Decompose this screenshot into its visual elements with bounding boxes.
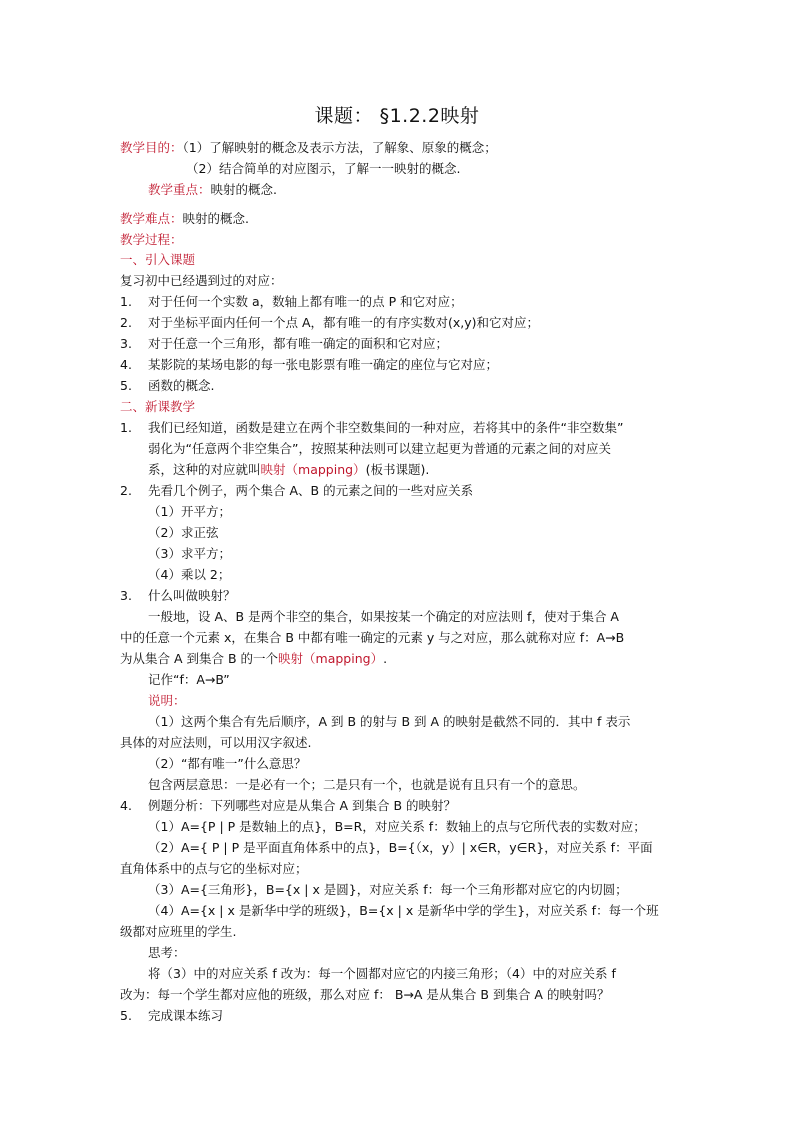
paragraph-3-heading: [120, 586, 680, 606]
key-points-text: 映射的概念.: [210, 182, 277, 197]
item-number: 4.: [120, 798, 132, 813]
list-item: [120, 355, 680, 375]
example-2-line-1: （2）A={ P | P 是平面直角体系中的点}，B={（x，y）| x∈R，y∈R}，对应关系 f：平面: [148, 840, 653, 855]
lesson-title: 课题： §1.2.2映射: [314, 105, 480, 127]
paragraph-1-line-1: [120, 418, 680, 438]
definition-line-1: 一般地，设 A、B 是两个非空的集合，如果按某一个确定的对应法则 f，使对于集合 A: [148, 609, 619, 624]
think-label: 思考：: [148, 945, 186, 960]
paragraph-text: 什么叫做映射？: [148, 588, 236, 603]
paragraph-1-line-2: 弱化为“任意两个非空集合”，按照某种法则可以建立起更为普通的元素之间的对应关: [148, 441, 611, 456]
list-item: [120, 334, 680, 354]
item-text: 函数的概念.: [148, 378, 215, 393]
definition-line-3: [120, 649, 680, 669]
paragraph-text: 为从集合 A 到集合 B 的一个: [120, 651, 279, 666]
section2-heading: 二、新课教学: [120, 399, 196, 414]
item-text: 对于坐标平面内任何一个点 A，都有唯一的有序实数对(x,y)和它对应；: [148, 315, 540, 330]
list-item: [120, 376, 680, 396]
note-1-line-2: 具体的对应法则，可以用汉字叙述.: [120, 735, 312, 750]
note-label: 说明：: [148, 693, 186, 708]
list-item: [120, 313, 680, 333]
example-1: （1）A={P | P 是数轴上的点}，B=R，对应关系 f：数轴上的点与它所代表的实数对应；: [148, 819, 646, 834]
paragraph-text: .: [383, 651, 388, 666]
item-number: 5.: [120, 378, 132, 393]
paragraph-5: [120, 1006, 680, 1026]
difficulties-label: 教学难点：: [120, 211, 183, 226]
paragraph-1-line-3: [148, 460, 708, 480]
think-line-1: 将（3）中的对应关系 f 改为：每一个圆都对应它的内接三角形；（4）中的对应关系 f: [148, 966, 616, 981]
objectives-line-1: [120, 138, 680, 158]
process-label: 教学过程：: [120, 232, 183, 247]
item-text: 对于任何一个实数 a，数轴上都有唯一的点 P 和它对应；: [148, 294, 463, 309]
item-number: 3.: [120, 336, 132, 351]
item-number: 4.: [120, 357, 132, 372]
example-item: （4）乘以 2；: [148, 567, 231, 582]
think-line-2: 改为：每一个学生都对应他的班级，那么对应 f： B→A 是从集合 B 到集合 A 的映射吗？: [120, 987, 610, 1002]
item-text: 对于任意一个三角形，都有唯一确定的面积和它对应；: [148, 336, 449, 351]
example-4-line-2: 级都对应班里的学生.: [120, 924, 237, 939]
key-points: [148, 180, 708, 200]
item-number: 1.: [120, 420, 132, 435]
item-number: 5.: [120, 1008, 132, 1023]
example-2-line-2: 直角体系中的点与它的坐标对应；: [120, 861, 308, 876]
definition-line-2: 中的任意一个元素 x，在集合 B 中都有唯一确定的元素 y 与之对应，那么就称对应 f：A→B: [120, 630, 625, 645]
item-number: 2.: [120, 483, 132, 498]
paragraph-4-heading: [120, 796, 680, 816]
notation: 记作“f：A→B”: [148, 672, 230, 687]
difficulties: [120, 209, 680, 229]
paragraph-text: (板书课题).: [365, 462, 430, 477]
paragraph-text: 例题分析：下列哪些对应是从集合 A 到集合 B 的映射？: [148, 798, 457, 813]
item-number: 3.: [120, 588, 132, 603]
example-4-line-1: （4）A={x | x 是新华中学的班级}，B={x | x 是新华中学的学生}，对应关系 f：每一个班: [148, 903, 659, 918]
objectives-label: 教学目的：: [120, 140, 183, 155]
item-number: 1.: [120, 294, 132, 309]
mapping-term: 映射（mapping）: [278, 651, 384, 666]
objective-2: （2）结合简单的对应图示，了解一一映射的概念.: [186, 161, 461, 176]
paragraph-text: 系，这种的对应就叫: [148, 462, 261, 477]
section1-heading: 一、引入课题: [120, 252, 196, 267]
paragraph-text: 我们已经知道，函数是建立在两个非空数集间的一种对应，若将其中的条件“非空数集”: [148, 420, 624, 435]
note-3: 包含两层意思：一是必有一个；二是只有一个，也就是说有且只有一个的意思。: [148, 777, 586, 792]
example-item: （3）求平方；: [148, 546, 231, 561]
example-item: （1）开平方；: [148, 504, 231, 519]
paragraph-text: 完成课本练习: [148, 1008, 224, 1023]
key-points-label: 教学重点：: [148, 182, 211, 197]
list-item: [120, 292, 680, 312]
note-2: （2）“都有唯一”什么意思？: [148, 756, 307, 771]
item-number: 2.: [120, 315, 132, 330]
paragraph-2: [120, 481, 680, 501]
example-3: （3）A={三角形}，B={x | x 是圆}，对应关系 f：每一个三角形都对应它的内切圆；: [148, 882, 628, 897]
note-1-line-1: （1）这两个集合有先后顺序，A 到 B 的射与 B 到 A 的映射是截然不同的．其中 f 表示: [148, 714, 631, 729]
item-text: 某影院的某场电影的每一张电影票有唯一确定的座位与它对应；: [148, 357, 499, 372]
objective-1: （1）了解映射的概念及表示方法，了解象、原象的概念；: [182, 140, 497, 155]
section1-intro: 复习初中已经遇到过的对应：: [120, 273, 283, 288]
mapping-term: 映射（mapping）: [260, 462, 366, 477]
paragraph-text: 先看几个例子，两个集合 A、B 的元素之间的一些对应关系: [148, 483, 474, 498]
difficulties-text: 映射的概念.: [182, 211, 249, 226]
example-item: （2）求正弦: [148, 525, 219, 540]
